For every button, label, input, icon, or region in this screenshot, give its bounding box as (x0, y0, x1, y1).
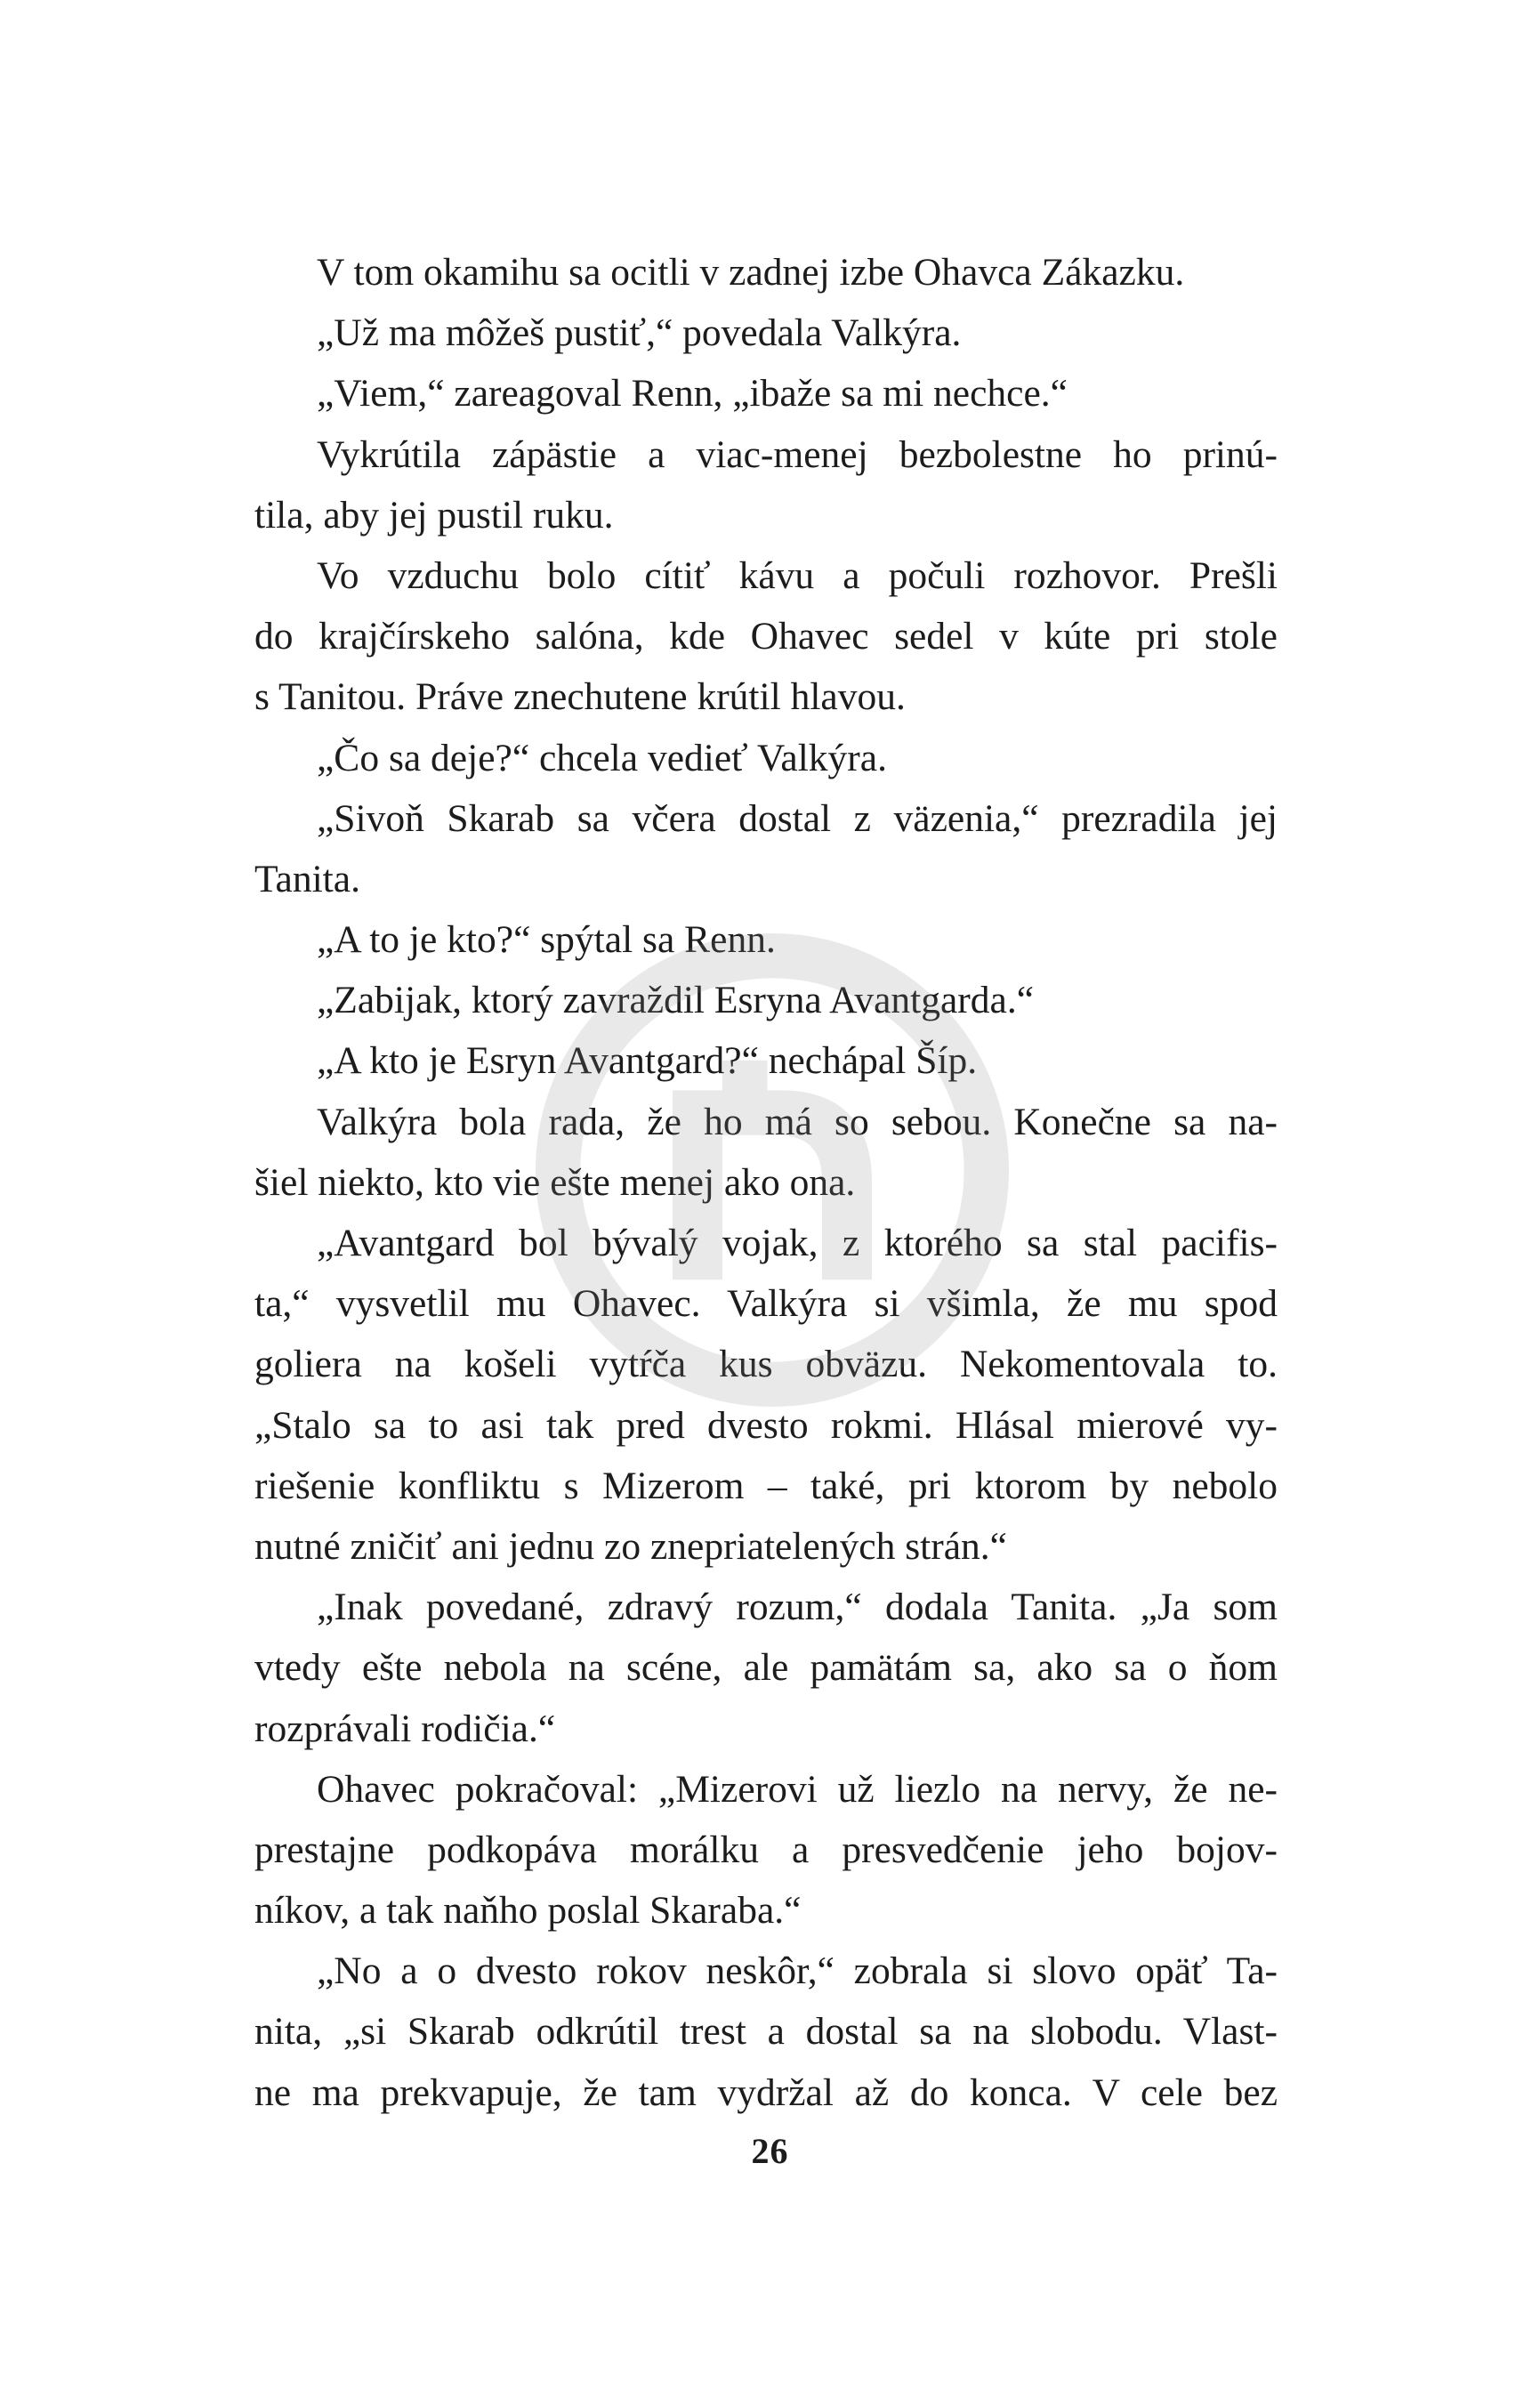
text-line: šiel niekto, kto vie ešte menej ako ona. (254, 1160, 856, 1204)
body-text (254, 242, 1278, 2123)
text-line: vtedy ešte nebola na scéne, ale pamätám sa, ako sa o ňom (254, 1646, 1278, 1690)
text-line: tila, aby jej pustil ruku. (254, 493, 614, 537)
text-line: „Sivoň Skarab sa včera dostal z väzenia,“ prezradila jej (317, 796, 1278, 840)
text-line: s Tanitou. Práve znechutene krútil hlavou. (254, 675, 906, 719)
text-line: „Už ma môžeš pustiť,“ povedala Valkýra. (317, 311, 962, 355)
text-line: níkov, a tak naňho poslal Skaraba.“ (254, 1889, 802, 1933)
text-line: „Avantgard bol bývalý vojak, z ktorého sa stal pacifis- (317, 1222, 1278, 1264)
text-line: Tanita. (254, 857, 360, 900)
text-line: ne ma prekvapuje, že tam vydržal až do konca. V cele bez (254, 2070, 1278, 2114)
text-line: Vo vzduchu bolo cítiť kávu a počuli rozhovor. Prešli (317, 553, 1278, 597)
text-line: „A kto je Esryn Avantgard?“ nechápal Šíp. (317, 1039, 978, 1083)
text-line: Ohavec pokračoval: „Mizerovi už liezlo na nervy, že ne- (317, 1767, 1278, 1811)
text-line: goliera na košeli vytŕča kus obväzu. Nekomentovala to. (254, 1343, 1278, 1386)
text-line: „Viem,“ zareagoval Renn, „ibaže sa mi nechce.“ (317, 372, 1068, 416)
text-line: do krajčírskeho salóna, kde Ohavec sedel v kúte pri stole (254, 615, 1278, 658)
text-line: „A to je kto?“ spýtal sa Renn. (317, 918, 776, 962)
text-line: „Stalo sa to asi tak pred dvesto rokmi. Hlásal mierové vy- (254, 1403, 1278, 1447)
page-number: 26 (751, 2131, 789, 2171)
text-line: Valkýra bola rada, že ho má so sebou. Konečne sa na- (317, 1100, 1278, 1143)
text-line: Vykrútila zápästie a viac-menej bezbolestne ho prinú- (317, 432, 1278, 476)
text-line: „No a o dvesto rokov neskôr,“ zobrala si slovo opäť Ta- (317, 1949, 1278, 1993)
text-line: nita, „si Skarab odkrútil trest a dostal sa na slobodu. Vlast- (254, 2010, 1278, 2054)
text-line: riešenie konfliktu s Mizerom – také, pri ktorom by nebolo (254, 1464, 1278, 1507)
text-line: rozprávali rodičia.“ (254, 1707, 556, 1750)
text-line: V tom okamihu sa ocitli v zadnej izbe Ohavca Zákazku. (317, 251, 1185, 294)
text-line: prestajne podkopáva morálku a presvedčenie jeho bojov- (254, 1828, 1278, 1871)
text-line: nutné zničiť ani jednu zo znepriatelených strán.“ (254, 1524, 1007, 1568)
text-line: „Inak povedané, zdravý rozum,“ dodala Tanita. „Ja som (317, 1586, 1278, 1629)
text-line: ta,“ vysvetlil mu Ohavec. Valkýra si všimla, že mu spod (254, 1282, 1278, 1326)
text-line: „Čo sa deje?“ chcela vedieť Valkýra. (317, 736, 887, 779)
text-line: „Zabijak, ktorý zavraždil Esryna Avantgarda.“ (317, 979, 1035, 1022)
